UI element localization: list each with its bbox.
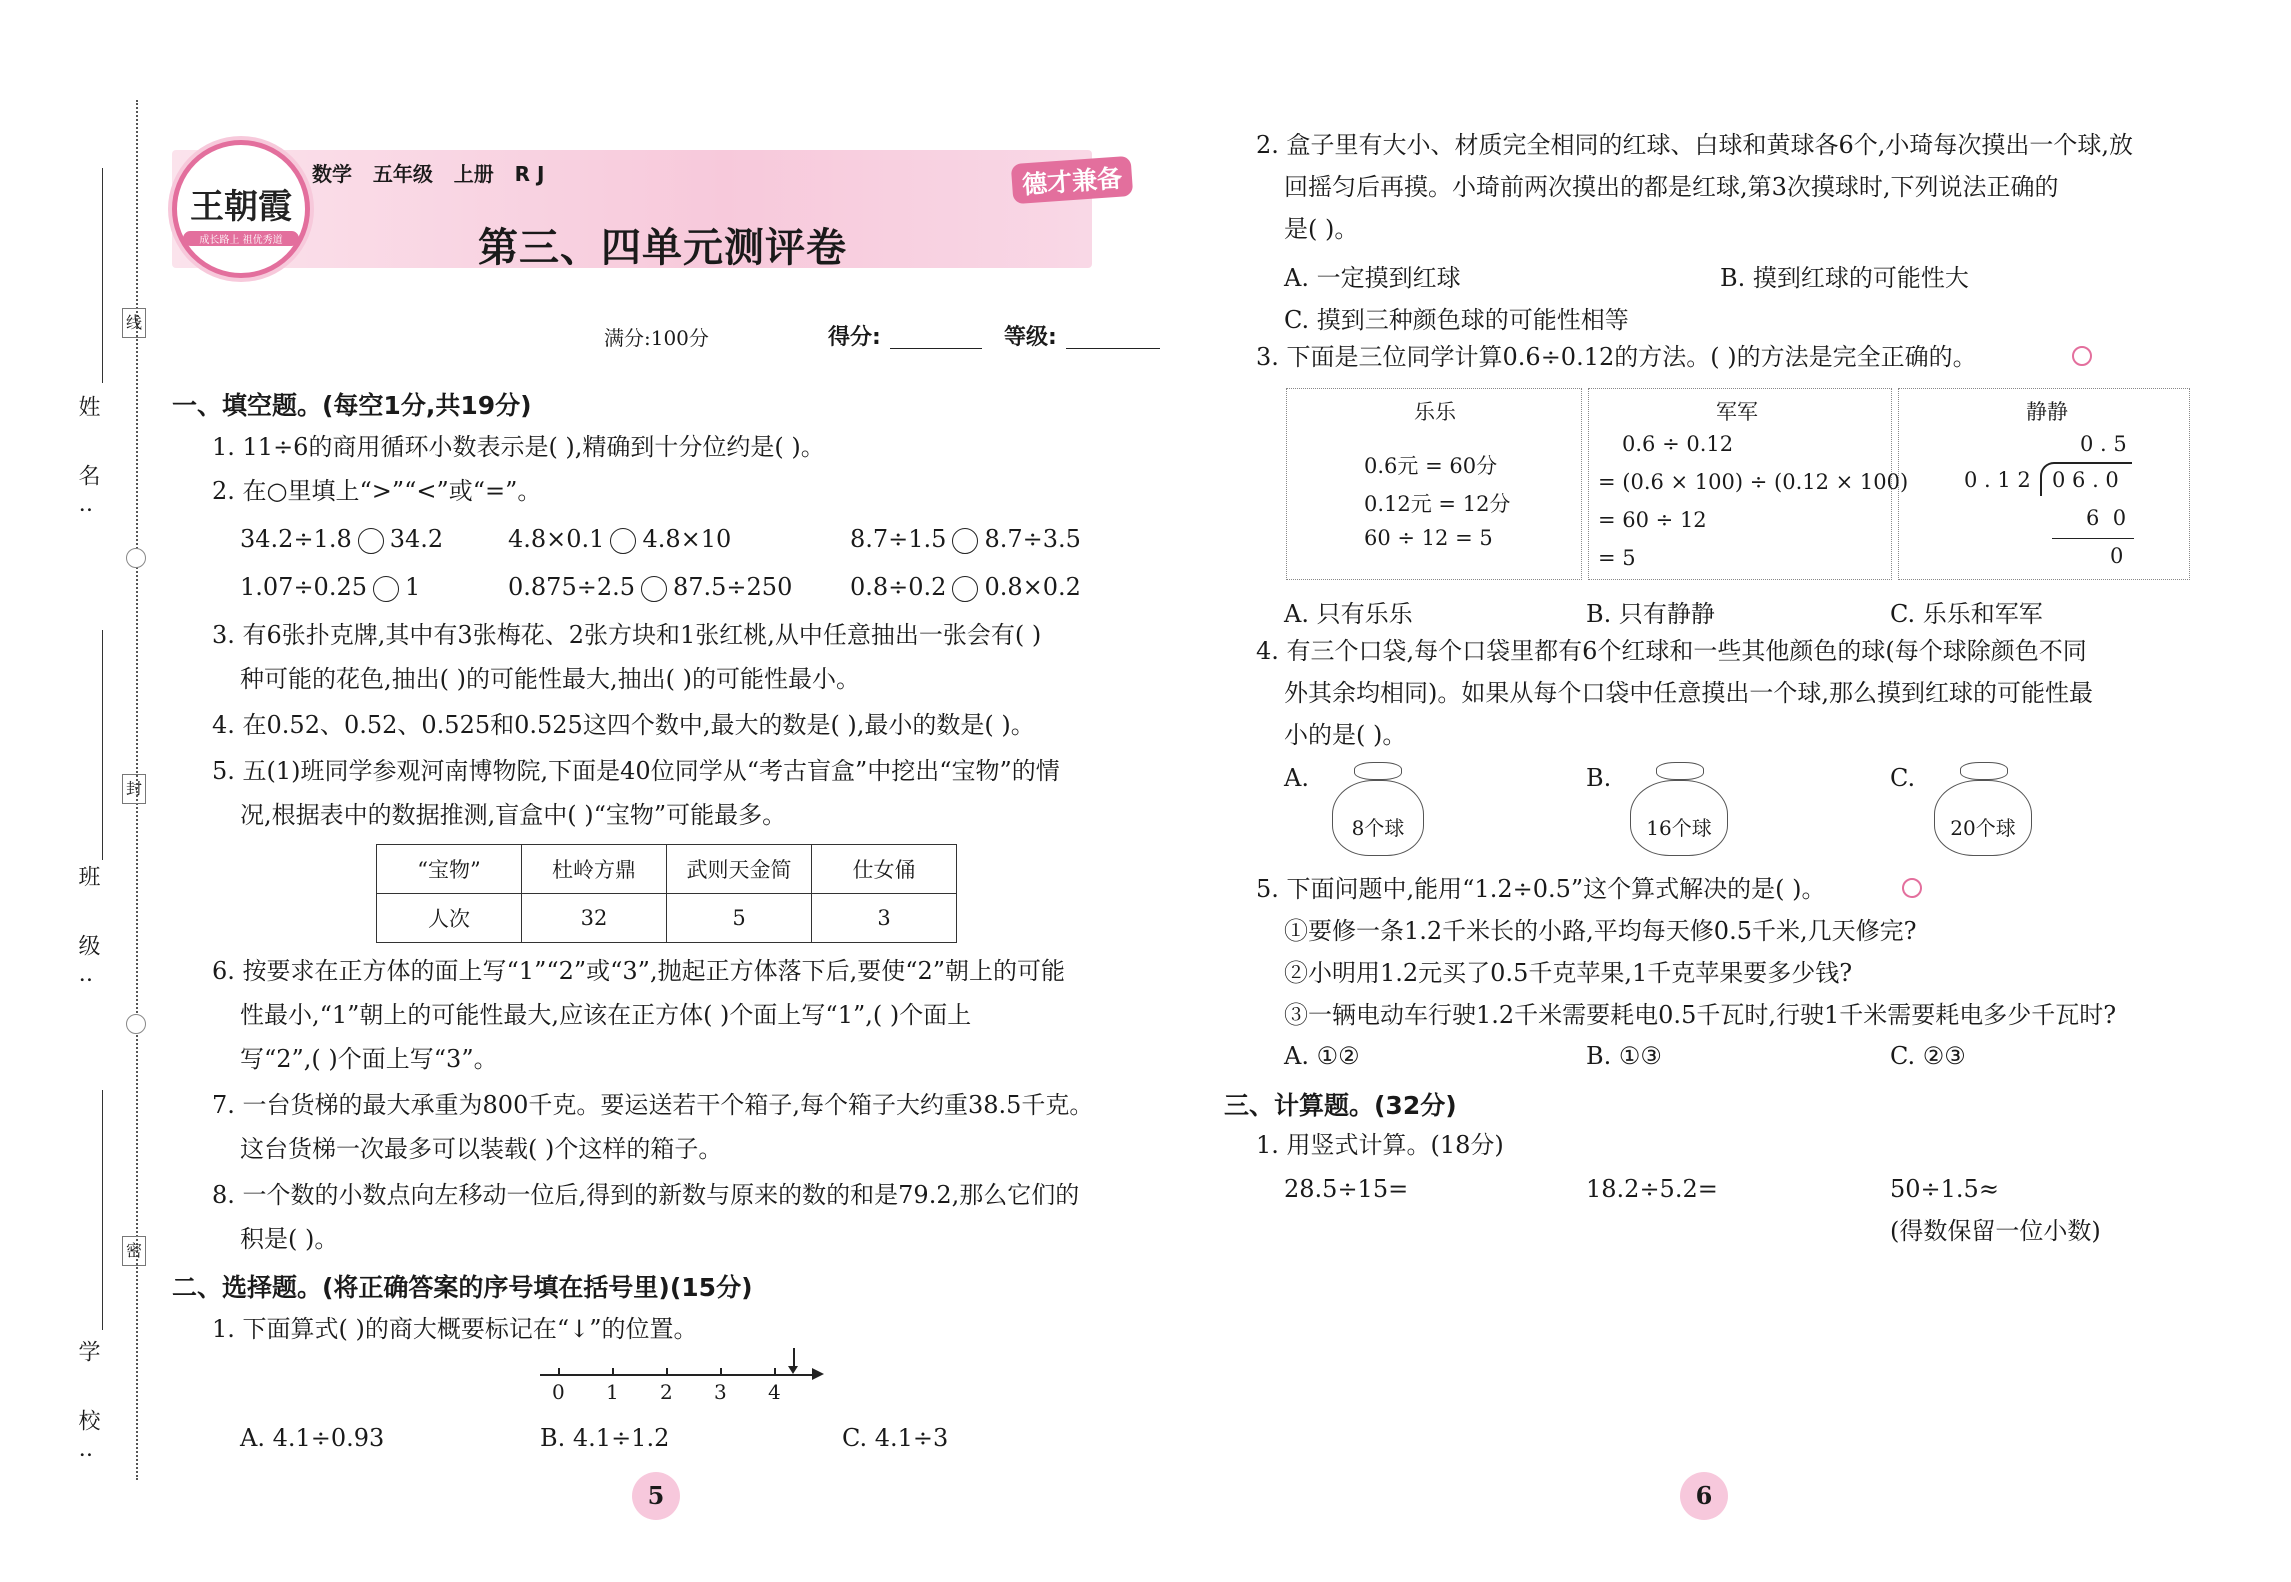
option-a[interactable]: A. 只有乐乐 xyxy=(1284,600,1413,628)
question-1-3-cont: 种可能的花色,抽出( )的可能性最大,抽出( )的可能性最小。 xyxy=(240,665,860,693)
option-b[interactable]: B. 摸到红球的可能性大 xyxy=(1720,264,1969,292)
class-label: 班 级: xyxy=(75,865,100,1004)
table-row xyxy=(377,845,957,894)
binding-box-line: 线 xyxy=(122,308,146,338)
compare-circle[interactable] xyxy=(952,576,978,602)
calc-note: (得数保留一位小数) xyxy=(1890,1217,2101,1245)
class-write-line xyxy=(102,630,103,860)
division-product: 6 0 xyxy=(2086,506,2127,530)
question-1-7-cont: 这台货梯一次最多可以装载( )个这样的箱子。 xyxy=(240,1135,723,1163)
question-1-5: 5. 五(1)班同学参观河南博物院,下面是40位同学从“考古盲盒”中挖出“宝物”的情 xyxy=(212,757,1060,785)
bag-label: 20个球 xyxy=(1950,816,2016,840)
method-line: 0.12元 = 12分 xyxy=(1364,492,1511,516)
option-b[interactable]: B. ①③ xyxy=(1586,1042,1662,1070)
compare-item: 34.2÷1.8 34.2 xyxy=(240,525,444,553)
question-2-5-item: ③一辆电动车行驶1.2千米需要耗电0.5千瓦时,行驶1千米需要耗电多少千瓦时? xyxy=(1284,1001,2117,1029)
table-cell: 人次 xyxy=(377,894,522,943)
subject-line: 数学 五年级 上册 R J xyxy=(312,162,545,186)
compare-item: 4.8×0.1 4.8×10 xyxy=(508,525,732,553)
option-c[interactable]: C. 乐乐和军军 xyxy=(1890,600,2043,628)
page-number: 6 xyxy=(1680,1472,1728,1520)
score-blank[interactable] xyxy=(890,348,982,349)
binding-hole-icon xyxy=(126,1014,146,1034)
question-1-6-cont2: 写“2”,( )个面上写“3”。 xyxy=(240,1045,498,1073)
section2-heading: 二、选择题。(将正确答案的序号填在括号里)(15分) xyxy=(172,1273,753,1302)
tick xyxy=(774,1368,776,1376)
question-2-4-cont2: 小的是( )。 xyxy=(1284,721,1407,749)
option-c[interactable]: C. ②③ xyxy=(1890,1042,1966,1070)
brand-name: 王朝霞 xyxy=(190,187,292,227)
page-title: 第三、四单元测评卷 xyxy=(478,225,847,271)
method-line: 0.6元 = 60分 xyxy=(1364,454,1498,478)
method-name: 乐乐 xyxy=(1414,400,1456,424)
question-2-5-item: ①要修一条1.2千米长的小路,平均每天修0.5千米,几天修完? xyxy=(1284,917,1917,945)
table-cell: 3 xyxy=(812,894,957,943)
compare-circle[interactable] xyxy=(952,528,978,554)
question-2-4-cont: 外其余均相同)。如果从每个口袋中任意摸出一个球,那么摸到红球的可能性最 xyxy=(1284,679,2093,707)
question-2-2-cont2: 是( )。 xyxy=(1284,215,1359,243)
bag-label: 16个球 xyxy=(1646,816,1712,840)
option-a[interactable]: A. ①② xyxy=(1284,1042,1360,1070)
compare-item: 0.8÷0.2 0.8×0.2 xyxy=(850,573,1081,601)
bag-knot xyxy=(1656,762,1704,780)
division-divisor: 0 . 1 2 xyxy=(1964,468,2031,492)
table-header-cell: “宝物” xyxy=(377,845,522,894)
question-1-6: 6. 按要求在正方体的面上写“1”“2”或“3”,抛起正方体落下后,要使“2”朝上的可能 xyxy=(212,957,1066,985)
school-label: 学 校: xyxy=(75,1340,100,1479)
question-1-5-cont: 况,根据表中的数据推测,盲盒中( )“宝物”可能最多。 xyxy=(240,801,787,829)
compare-item: 0.875÷2.5 87.5÷250 xyxy=(508,573,793,601)
down-arrow-head-icon xyxy=(788,1366,798,1374)
question-2-1: 1. 下面算式( )的商大概要标记在“↓”的位置。 xyxy=(212,1315,698,1343)
table-cell: 5 xyxy=(667,894,812,943)
option-c[interactable]: C. xyxy=(1890,764,1916,792)
bag-label: 8个球 xyxy=(1351,816,1405,840)
method-line: 60 ÷ 12 = 5 xyxy=(1364,526,1493,550)
question-1-4: 4. 在0.52、0.52、0.525和0.525这四个数中,最大的数是( ),最小的数是( )。 xyxy=(212,711,1035,739)
number-line-axis xyxy=(540,1374,818,1376)
method-name: 静静 xyxy=(2026,400,2068,424)
option-b[interactable]: B. xyxy=(1586,764,1612,792)
question-1-8-cont: 积是( )。 xyxy=(240,1225,339,1253)
name-write-line xyxy=(102,168,103,383)
school-write-line xyxy=(102,1090,103,1330)
compare-circle[interactable] xyxy=(610,528,636,554)
question-1-6-cont: 性最小,“1”朝上的可能性最大,应该在正方体( )个面上写“1”,( )个面上 xyxy=(240,1001,972,1029)
section3-heading: 三、计算题。(32分) xyxy=(1224,1091,1457,1120)
tick-label: 0 xyxy=(552,1380,565,1404)
division-line xyxy=(2052,538,2134,539)
number-line xyxy=(540,1350,830,1410)
grade-blank[interactable] xyxy=(1066,348,1160,349)
compare-circle[interactable] xyxy=(358,528,384,554)
tick-label: 1 xyxy=(606,1380,619,1404)
compare-circle[interactable] xyxy=(641,576,667,602)
calc-item: 50÷1.5≈ xyxy=(1890,1175,1999,1203)
question-1-2: 2. 在○里填上“>”“<”或“=”。 xyxy=(212,477,542,505)
table-header-cell: 仕女俑 xyxy=(812,845,957,894)
question-1-1: 1. 11÷6的商用循环小数表示是( ),精确到十分位约是( )。 xyxy=(212,433,825,461)
brand-slogan: 成长路上 祖优秀道 xyxy=(183,231,299,246)
bag-icon xyxy=(1626,762,1732,862)
table-row xyxy=(377,894,957,943)
option-a[interactable]: A. 4.1÷0.93 xyxy=(240,1424,385,1452)
bag-knot xyxy=(1354,762,1402,780)
question-2-2: 2. 盒子里有大小、材质完全相同的红球、白球和黄球各6个,小琦每次摸出一个球,放 xyxy=(1256,131,2134,159)
option-c[interactable]: C. 4.1÷3 xyxy=(842,1424,949,1452)
calc-item: 28.5÷15= xyxy=(1284,1175,1409,1203)
method-name: 军军 xyxy=(1716,400,1758,424)
axis-arrow-icon xyxy=(812,1368,824,1380)
name-label: 姓 名: xyxy=(75,395,100,534)
division-remainder: 0 xyxy=(2110,544,2124,568)
table-cell: 32 xyxy=(522,894,667,943)
treasure-table xyxy=(376,844,957,943)
bag-knot xyxy=(1960,762,2008,780)
tick xyxy=(612,1368,614,1376)
option-a[interactable]: A. xyxy=(1284,764,1309,792)
question-1-3: 3. 有6张扑克牌,其中有3张梅花、2张方块和1张红桃,从中任意抽出一张会有( ) xyxy=(212,621,1042,649)
division-dividend: 0 6 . 0 xyxy=(2052,468,2119,492)
tick-label: 2 xyxy=(660,1380,673,1404)
question-3-1: 1. 用竖式计算。(18分) xyxy=(1256,1131,1504,1159)
brand-logo xyxy=(172,140,310,278)
tick xyxy=(558,1368,560,1376)
question-2-4: 4. 有三个口袋,每个口袋里都有6个红球和一些其他颜色的球(每个球除颜色不同 xyxy=(1256,637,2087,665)
option-b[interactable]: B. 只有静静 xyxy=(1586,600,1715,628)
tick-label: 3 xyxy=(714,1380,727,1404)
compare-item: 1.07÷0.25 1 xyxy=(240,573,421,601)
option-b[interactable]: B. 4.1÷1.2 xyxy=(540,1424,670,1452)
compare-circle[interactable] xyxy=(373,576,399,602)
pin-icon xyxy=(2072,346,2092,366)
score-full: 满分:100分 xyxy=(604,326,709,350)
method-line: = 5 xyxy=(1598,546,1636,570)
option-a[interactable]: A. 一定摸到红球 xyxy=(1284,264,1461,292)
binding-hole-icon xyxy=(126,548,146,568)
method-line: 0.6 ÷ 0.12 xyxy=(1622,432,1734,456)
method-line: = (0.6 × 100) ÷ (0.12 × 100) xyxy=(1598,470,1909,494)
badge: 德才兼备 xyxy=(1011,156,1134,204)
section1-heading: 一、填空题。(每空1分,共19分) xyxy=(172,391,532,420)
score-label: 得分: xyxy=(828,325,881,350)
question-2-3: 3. 下面是三位同学计算0.6÷0.12的方法。( )的方法是完全正确的。 xyxy=(1256,343,1977,371)
question-2-5-item: ②小明用1.2元买了0.5千克苹果,1千克苹果要多少钱? xyxy=(1284,959,1853,987)
question-2-5: 5. 下面问题中,能用“1.2÷0.5”这个算式解决的是( )。 xyxy=(1256,875,1826,903)
tick-label: 4 xyxy=(768,1380,781,1404)
division-quotient: 0 . 5 xyxy=(2080,432,2127,456)
bag-icon xyxy=(1328,762,1428,862)
table-header-cell: 杜岭方鼎 xyxy=(522,845,667,894)
grade-label: 等级: xyxy=(1004,325,1057,350)
question-1-7: 7. 一台货梯的最大承重为800千克。要运送若干个箱子,每个箱子大约重38.5千克。 xyxy=(212,1091,1094,1119)
table-header-cell: 武则天金简 xyxy=(667,845,812,894)
option-c[interactable]: C. 摸到三种颜色球的可能性相等 xyxy=(1284,306,1629,334)
page-number: 5 xyxy=(632,1472,680,1520)
calc-item: 18.2÷5.2= xyxy=(1586,1175,1718,1203)
tick xyxy=(666,1368,668,1376)
bag-icon xyxy=(1930,762,2036,862)
binding-box-seal: 封 xyxy=(122,774,146,804)
compare-item: 8.7÷1.5 8.7÷3.5 xyxy=(850,525,1081,553)
question-2-2-cont: 回摇匀后再摸。小琦前两次摸出的都是红球,第3次摸球时,下列说法正确的 xyxy=(1284,173,2059,201)
pin-icon xyxy=(1902,878,1922,898)
question-1-8: 8. 一个数的小数点向左移动一位后,得到的新数与原来的数的和是79.2,那么它们的 xyxy=(212,1181,1080,1209)
tick xyxy=(720,1368,722,1376)
method-line: = 60 ÷ 12 xyxy=(1598,508,1707,532)
binding-box-secret: 密 xyxy=(122,1236,146,1266)
